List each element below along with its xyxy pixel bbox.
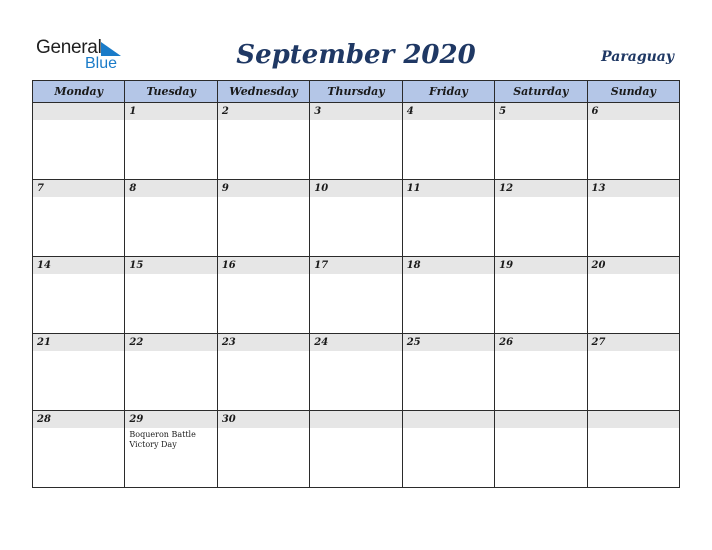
day-cell	[495, 411, 587, 488]
day-cell	[495, 257, 587, 334]
day-cell	[495, 103, 587, 180]
day-number: 24	[310, 334, 401, 351]
country-label: Paraguay	[601, 49, 674, 65]
weekday-header: Monday	[33, 81, 125, 103]
day-number: 26	[495, 334, 586, 351]
day-cell	[125, 411, 217, 488]
day-number: 28	[33, 411, 124, 428]
day-cell	[310, 411, 402, 488]
day-number: 22	[125, 334, 216, 351]
day-cell	[310, 257, 402, 334]
day-number: 9	[218, 180, 309, 197]
day-cell	[310, 180, 402, 257]
day-number: 12	[495, 180, 586, 197]
day-number	[310, 411, 401, 428]
day-number: 3	[310, 103, 401, 120]
day-cell	[33, 334, 125, 411]
day-cell	[402, 103, 494, 180]
day-cell	[33, 411, 125, 488]
day-cell	[310, 334, 402, 411]
day-number: 1	[125, 103, 216, 120]
day-number: 11	[403, 180, 494, 197]
day-cell	[217, 334, 309, 411]
day-cell	[125, 334, 217, 411]
day-number: 19	[495, 257, 586, 274]
week-row	[33, 257, 680, 334]
day-number	[588, 411, 679, 428]
day-number	[495, 411, 586, 428]
day-cell	[587, 180, 679, 257]
day-cell	[33, 257, 125, 334]
day-number: 15	[125, 257, 216, 274]
day-number: 7	[33, 180, 124, 197]
day-cell	[217, 411, 309, 488]
day-cell	[217, 103, 309, 180]
week-row	[33, 411, 680, 488]
day-number	[33, 103, 124, 120]
day-number: 10	[310, 180, 401, 197]
week-row	[33, 103, 680, 180]
weekday-header: Saturday	[495, 81, 587, 103]
day-cell	[402, 257, 494, 334]
week-row	[33, 334, 680, 411]
logo-general-text: General	[36, 37, 102, 58]
day-cell	[495, 334, 587, 411]
day-cell	[402, 411, 494, 488]
day-cell	[587, 334, 679, 411]
day-number: 27	[588, 334, 679, 351]
day-number: 30	[218, 411, 309, 428]
day-cell	[217, 180, 309, 257]
day-number: 14	[33, 257, 124, 274]
day-cell	[125, 257, 217, 334]
day-cell	[310, 103, 402, 180]
day-number: 16	[218, 257, 309, 274]
day-number: 8	[125, 180, 216, 197]
day-number: 21	[33, 334, 124, 351]
day-cell	[125, 103, 217, 180]
weekday-header: Tuesday	[125, 81, 217, 103]
day-number: 2	[218, 103, 309, 120]
day-number: 29	[125, 411, 216, 428]
day-cell	[33, 103, 125, 180]
calendar-grid	[32, 80, 680, 488]
day-cell	[587, 257, 679, 334]
day-number: 20	[588, 257, 679, 274]
weekday-header: Friday	[402, 81, 494, 103]
logo-blue-text: Blue	[85, 55, 118, 72]
day-number: 5	[495, 103, 586, 120]
day-number: 17	[310, 257, 401, 274]
day-number: 25	[403, 334, 494, 351]
day-cell	[402, 180, 494, 257]
calendar-title: September 2020	[236, 40, 476, 70]
day-cell	[587, 411, 679, 488]
weekday-header-row	[33, 81, 680, 103]
weekday-header: Sunday	[587, 81, 679, 103]
day-number: 18	[403, 257, 494, 274]
weekday-header: Thursday	[310, 81, 402, 103]
day-number: 13	[588, 180, 679, 197]
weekday-header: Wednesday	[217, 81, 309, 103]
day-number: 4	[403, 103, 494, 120]
day-number: 6	[588, 103, 679, 120]
holiday-label: Boqueron Battle Victory Day	[129, 430, 196, 449]
day-cell	[217, 257, 309, 334]
day-cell	[125, 180, 217, 257]
day-cell	[402, 334, 494, 411]
day-cell	[33, 180, 125, 257]
week-row	[33, 180, 680, 257]
day-cell	[587, 103, 679, 180]
day-number: 23	[218, 334, 309, 351]
day-cell	[495, 180, 587, 257]
day-number	[403, 411, 494, 428]
